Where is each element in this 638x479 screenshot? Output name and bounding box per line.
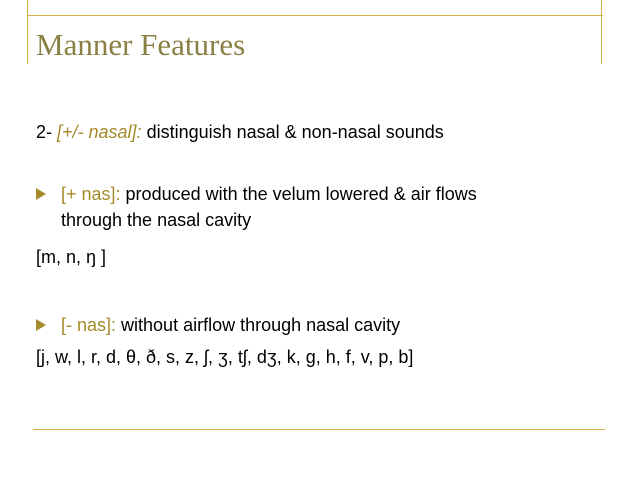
plus-nasal-line xyxy=(61,183,477,205)
list-number: 2- xyxy=(36,122,58,142)
frame-line-left xyxy=(27,0,28,64)
slide-title: Manner Features xyxy=(36,27,246,62)
frame-line-top xyxy=(27,15,603,16)
minus-nas-term: [- nas]: xyxy=(61,315,117,335)
feature-term: [+/- nasal]: xyxy=(57,122,142,142)
plus-nasal-line-2: through the nasal cavity xyxy=(61,210,252,230)
plus-nas-term: [+ nas]: xyxy=(61,184,121,204)
minus-nasal-line xyxy=(61,314,400,336)
nasal-sounds-list: [m, n, ŋ ] xyxy=(36,247,107,267)
feature-description: distinguish nasal & non-nasal sounds xyxy=(141,122,444,142)
bullet-icon xyxy=(36,188,46,200)
frame-line-bottom xyxy=(33,429,605,430)
minus-nas-description: without airflow through nasal cavity xyxy=(116,315,401,335)
frame-line-right xyxy=(601,0,602,64)
non-nasal-sounds-list: [j, w, l, r, d, θ, ð, s, z, ʃ, ʒ, tʃ, dʒ, k, g, h, f, v, p, b] xyxy=(36,347,414,367)
bullet-icon xyxy=(36,319,46,331)
nasal-feature-line xyxy=(36,121,444,143)
plus-nas-description: produced with the velum lowered & air flows xyxy=(120,184,477,204)
